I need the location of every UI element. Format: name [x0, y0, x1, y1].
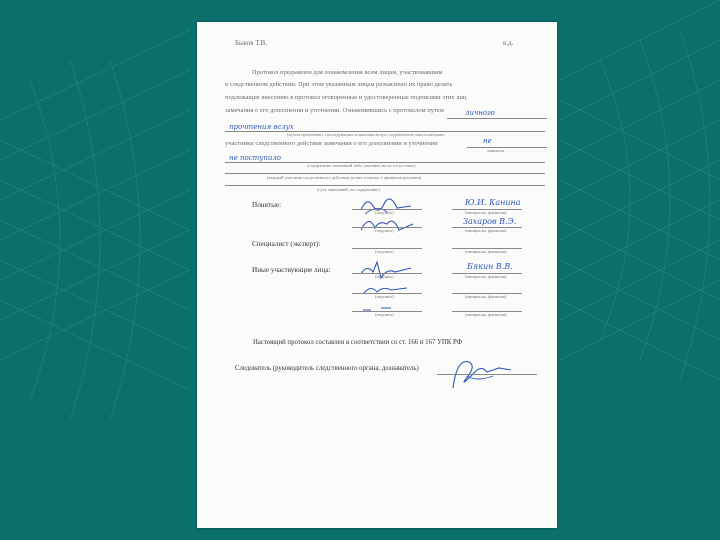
caption-content2: (каждый участник следственного действия делает отметку о принятии решения)	[267, 175, 422, 180]
caption-signature: (подпись)	[375, 210, 394, 215]
caption-inform: (путем прочтения с последующим оглашения вслух следователем самостоятельно	[287, 132, 445, 137]
fill-line	[225, 173, 545, 174]
header-right: к.д.	[503, 39, 514, 47]
caption-initials: (инициалы, фамилия)	[465, 249, 507, 254]
footer-investigator: Следователь (руководитель следственного органа, дознаватель)	[235, 365, 419, 372]
witnesses-label: Понятые:	[252, 201, 282, 209]
caption-initials: (инициалы, фамилия)	[465, 228, 507, 233]
handwritten-personal: личного	[465, 109, 495, 117]
witness2-name: Захаров В.Э.	[463, 217, 517, 226]
footer-statement: Настоящий протокол составлен в соответствии со ст. 166 и 167 УПК РФ	[253, 339, 463, 346]
signature-line	[437, 374, 537, 375]
scanned-document-page	[197, 22, 557, 528]
witness2-signature	[357, 212, 417, 238]
fill-line	[447, 118, 547, 119]
paragraph-line: подлежащие внесению в протокол оговоренные и удостоверенные подписями этих лиц	[225, 94, 467, 101]
investigator-signature	[447, 352, 517, 392]
paragraph-line: Протокол предъявлен для ознакомления всем лицам, участвовавшим	[252, 69, 443, 76]
specialist-label: Специалист (эксперт):	[252, 240, 321, 248]
caption-content: (содержание замечаний либо указание на их отсутствие)	[307, 163, 416, 168]
fill-line	[225, 185, 545, 186]
caption-signature: (подпись)	[375, 312, 394, 317]
caption-initials: (инициалы, фамилия)	[465, 294, 507, 299]
caption-inform-right: заявляли	[487, 148, 504, 153]
header-left: Быков Т.В.	[235, 39, 268, 47]
paragraph-line: замечания о его дополнении и уточнении. Ознакомившись с протоколом путем	[225, 107, 444, 114]
caption-center: (суть замечаний, их содержание)	[317, 187, 380, 192]
handwritten-not-received: не поступило	[229, 154, 282, 162]
other1-name: Бякин В.В.	[467, 262, 513, 271]
caption-signature: (подпись)	[375, 249, 394, 254]
caption-signature: (подпись)	[375, 228, 394, 233]
caption-signature: (подпись)	[375, 274, 394, 279]
caption-signature: (подпись)	[375, 294, 394, 299]
fill-line	[467, 147, 547, 148]
handwritten-reading: прочтения вслух	[229, 123, 294, 131]
other-participants-label: Иные участвующие лица:	[252, 266, 331, 274]
caption-initials: (инициалы, фамилия)	[465, 274, 507, 279]
witness1-name: Ю.И. Канина	[465, 198, 521, 207]
caption-initials: (инициалы, фамилия)	[465, 210, 507, 215]
caption-persons: участники следственного действия замечания о его дополнении и уточнении	[225, 140, 438, 147]
caption-initials: (инициалы, фамилия)	[465, 312, 507, 317]
handwritten-na: не	[483, 137, 492, 145]
paragraph-line: в следственном действии. При этом указанным лицам разъяснено их право делать	[225, 81, 453, 88]
